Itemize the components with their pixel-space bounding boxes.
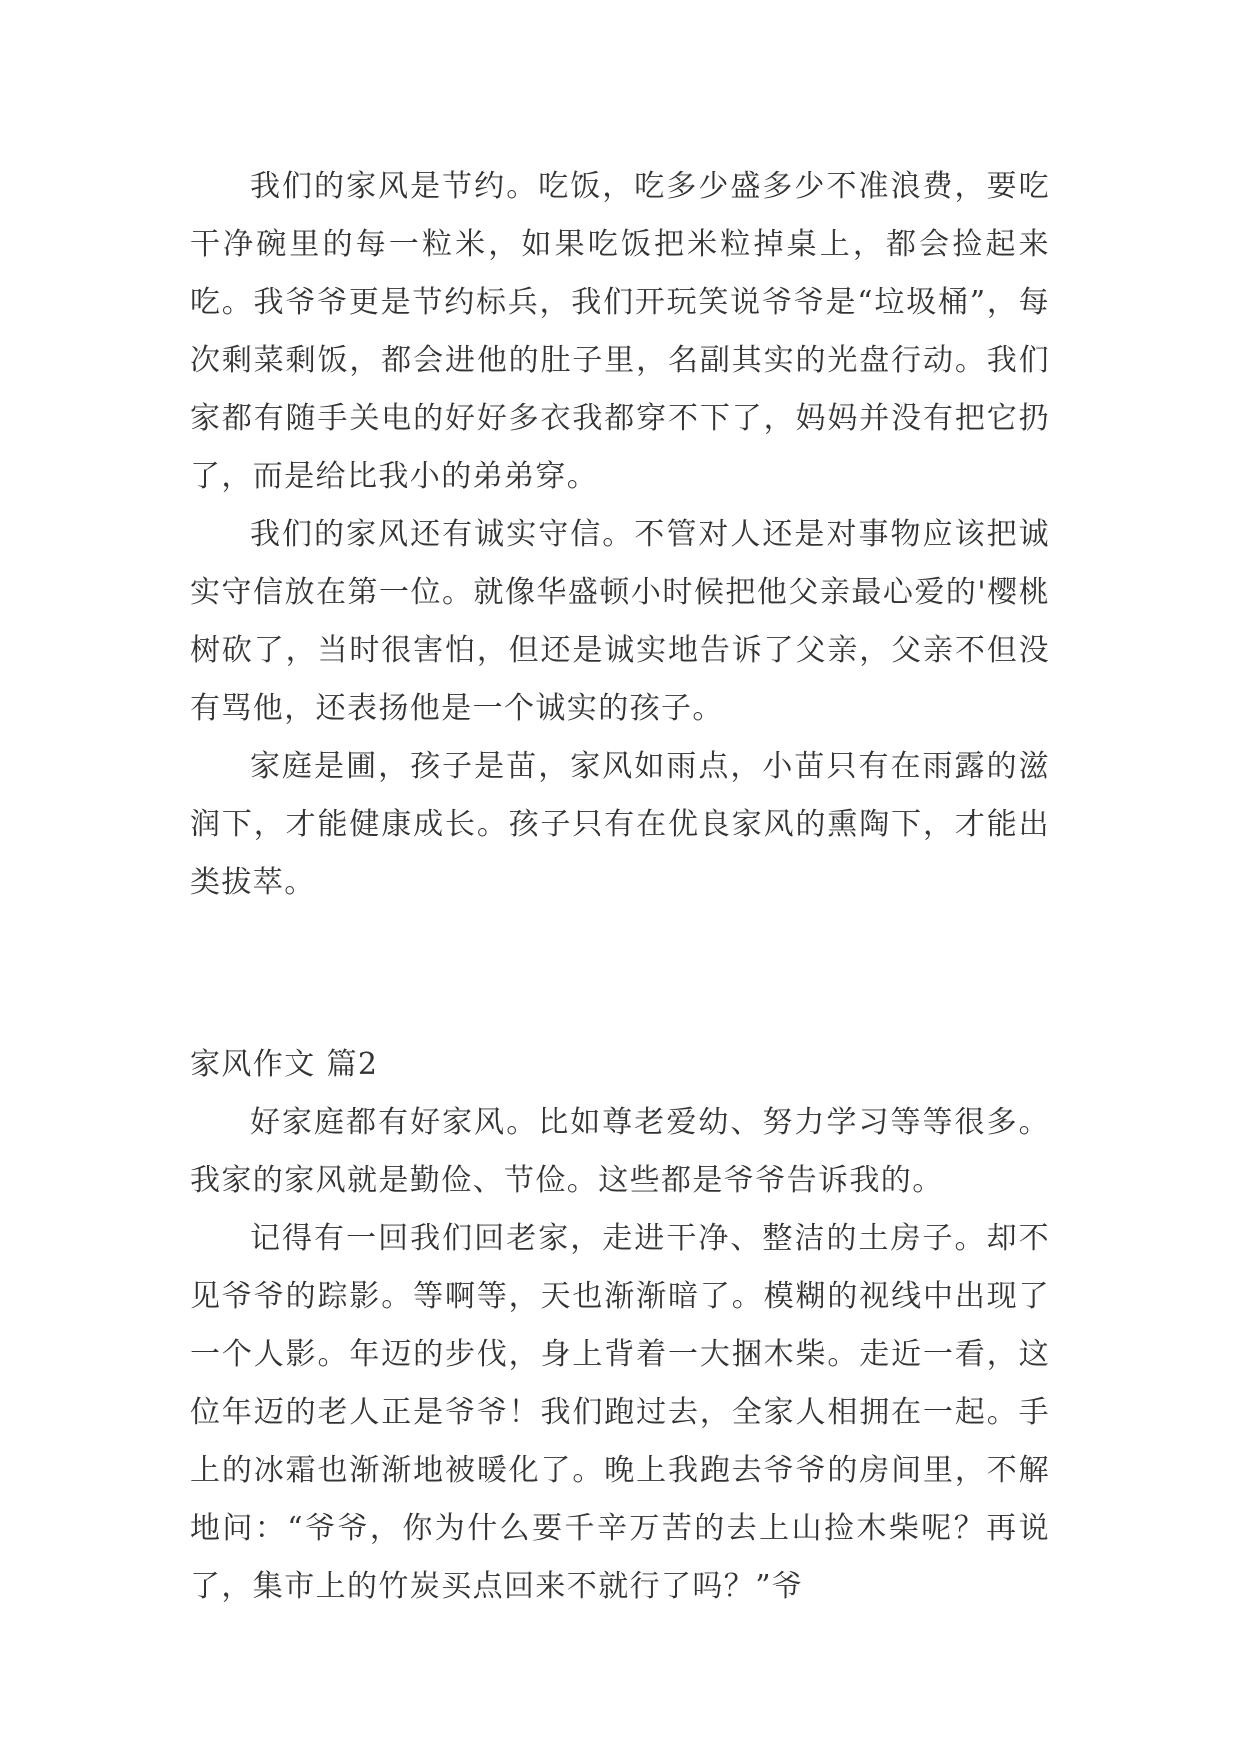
- paragraph-story: 记得有一回我们回老家，走进干净、整洁的土房子。却不见爷爷的踪影。等啊等，天也渐渐暗了。模糊的视线中出现了一个人影。年迈的步伐，身上背着一大捆木柴。走近一看，这位年迈的老人正是爷爷！我们跑过去，全家人相拥在一起。手上的冰霜也渐渐地被暖化了。晚上我跑去爷爷的房间里，不解地问：“爷爷，你为什么要千辛万苦的去上山捡木柴呢？再说了，集市上的竹炭买点回来不就行了吗？”爷: [190, 1221, 1050, 1604]
- paragraph-conclusion: 家庭是圃，孩子是苗，家风如雨点，小苗只有在雨露的滋润下，才能健康成长。孩子只有在优良家风的熏陶下，才能出类拔萃。: [190, 749, 1050, 900]
- document-body: [190, 158, 1050, 1616]
- paragraph-honesty: 我们的家风还有诚实守信。不管对人还是对事物应该把诚实守信放在第一位。就像华盛顿小时候把他父亲最心爱的'樱桃树砍了，当时很害怕，但还是诚实地告诉了父亲，父亲不但没有骂他，还表扬他是一个诚实的孩子。: [190, 517, 1050, 726]
- paragraph-intro: 好家庭都有好家风。比如尊老爱幼、努力学习等等很多。我家的家风就是勤俭、节俭。这些都是爷爷告诉我的。: [190, 1105, 1050, 1198]
- section-title: 家风作文 篇2: [190, 1047, 379, 1082]
- paragraph-frugality: 我们的家风是节约。吃饭，吃多少盛多少不准浪费，要吃干净碗里的每一粒米，如果吃饭把米粒掉桌上，都会捡起来吃。我爷爷更是节约标兵，我们开玩笑说爷爷是“垃圾桶”，每次剩菜剩饭，都会进他的肚子里，名副其实的光盘行动。我们家都有随手关电的好好多衣我都穿不下了，妈妈并没有把它扔了，而是给比我小的弟弟穿。: [190, 169, 1050, 494]
